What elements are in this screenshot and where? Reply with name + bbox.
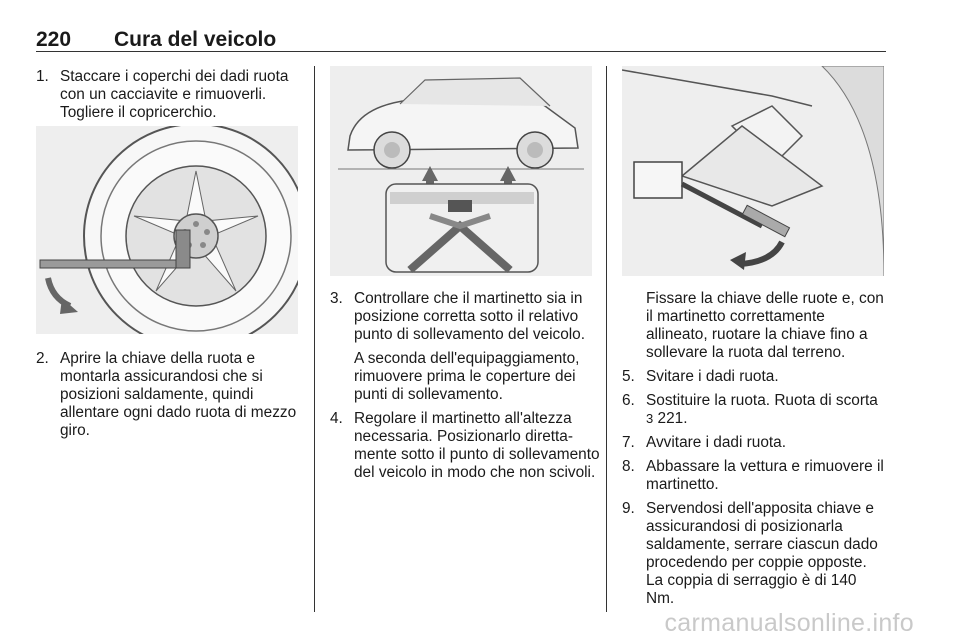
step-text: Controllare che il martinetto sia in posizione corretta sotto il relativo punto di sollevamento del veicolo. [354, 290, 586, 343]
step-text: Aprire la chiave della ruota e montarla assicurandosi che si posizioni saldamente, quindi allentare ogni dado ruota di mezzo giro. [60, 350, 297, 439]
step-text: Regolare il martinetto all'altezza necessaria. Posizionarlo direttamente sotto il punto di sollevamento del veicolo in modo che non scivoli. [354, 410, 600, 481]
step-1 [36, 68, 302, 122]
step-4 [330, 410, 600, 482]
wheel-cover-illustration [36, 126, 298, 334]
step-text: Svitare i dadi ruota. [646, 368, 779, 385]
step-number: 1. [36, 68, 49, 85]
wheel-wrench-drawing [36, 126, 298, 334]
column-divider-2 [606, 66, 607, 612]
step-text: Abbassare la vettura e rimuovere il martinetto. [646, 458, 884, 493]
intro-text: Fissare la chiave delle ruote e, con il martinetto correttamente allineato, ruotare la chiave fino a sollevare la ruota dal terreno. [646, 290, 884, 361]
column-3 [622, 290, 888, 608]
step-6 [622, 392, 888, 428]
jack-lifting-illustration [622, 66, 884, 276]
intro-paragraph [622, 290, 888, 362]
column-1 [36, 68, 302, 122]
step-number: 7. [622, 434, 635, 451]
step-7 [622, 434, 888, 452]
cross-reference-icon: 3 [646, 411, 654, 426]
header-divider [36, 51, 886, 52]
note-text: A seconda dell'equipaggiamento, rimuovere prima le coperture dei punti di sollevamento. [354, 350, 580, 403]
column-divider-1 [314, 66, 315, 612]
step-number: 8. [622, 458, 635, 475]
jack-position-illustration [330, 66, 592, 276]
step-2 [36, 350, 302, 440]
step-text: Avvitare i dadi ruota. [646, 434, 787, 451]
column-1-lower [36, 350, 302, 440]
step-number: 6. [622, 392, 635, 409]
step-5 [622, 368, 888, 386]
step-text: Servendosi dell'apposita chiave e assicurandosi di posizionarla saldamente, serrare ciascun dado procedendo per coppie opposte. La coppia di serraggio è di 140 Nm. [646, 500, 878, 607]
step-number: 4. [330, 410, 343, 427]
column-2 [330, 290, 600, 482]
step-number: 2. [36, 350, 49, 367]
step-text: Staccare i coperchi dei dadi ruota con un cacciavite e rimuoverli. Togliere il copricerchio. [60, 68, 289, 121]
step-8 [622, 458, 888, 494]
step-number: 3. [330, 290, 343, 307]
step-3-note [330, 350, 600, 404]
car-lift-points-drawing [330, 66, 592, 276]
page-title: Cura del veicolo [114, 28, 277, 51]
cross-reference-link[interactable]: 221. [657, 410, 688, 427]
step-9 [622, 500, 888, 608]
page-number: 220 [36, 28, 72, 51]
step-text: Sostituire la ruota. Ruota di scorta 3 221. [646, 392, 878, 427]
step-number: 5. [622, 368, 635, 385]
step-3 [330, 290, 600, 344]
watermark: carmanualsonline.info [664, 609, 914, 637]
jack-crank-drawing [622, 66, 884, 276]
step-number: 9. [622, 500, 635, 517]
